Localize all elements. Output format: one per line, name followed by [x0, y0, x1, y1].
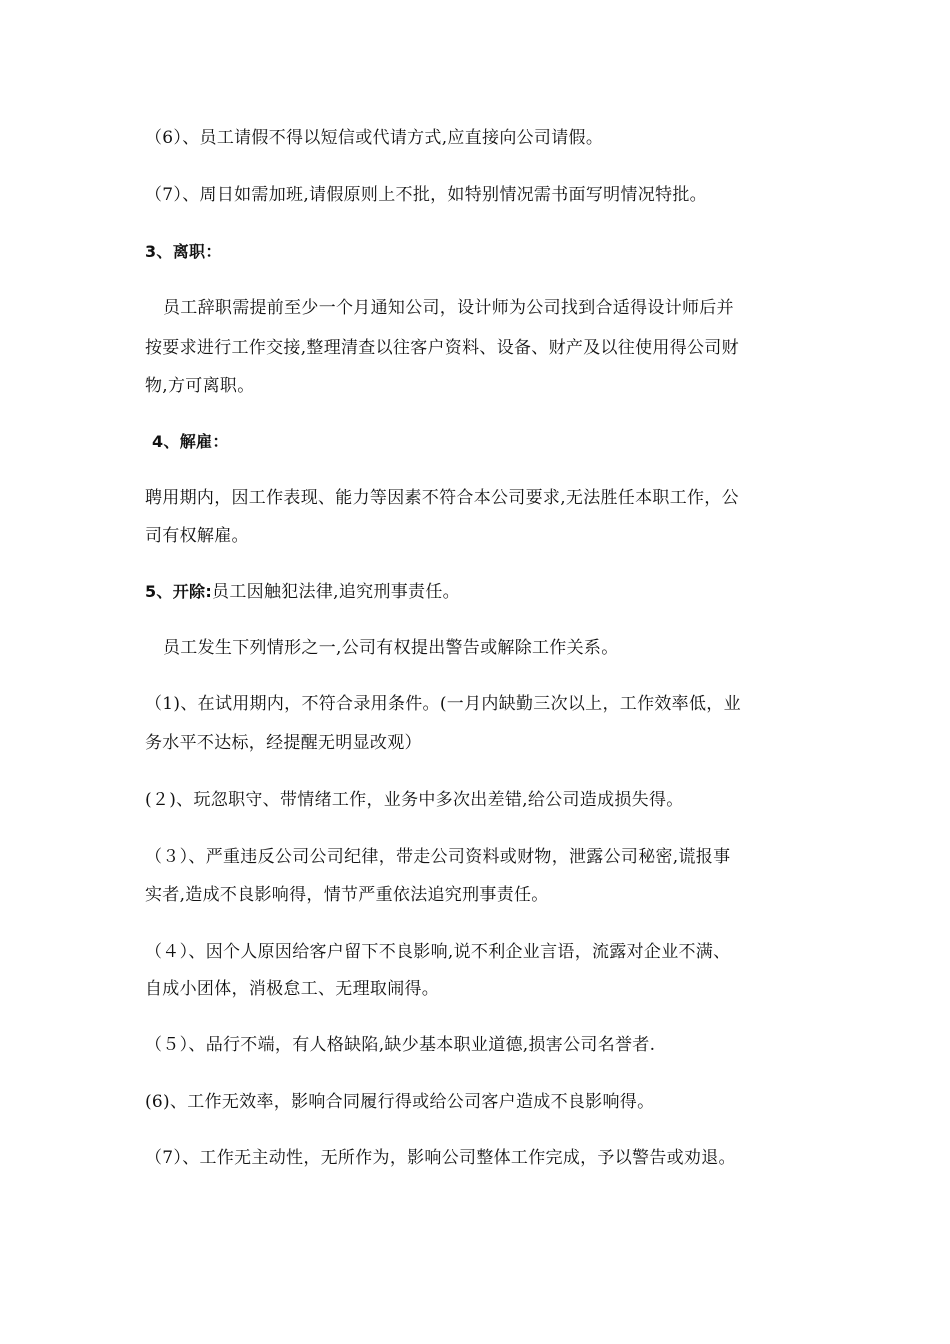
heading-expulsion: 5、开除: — [145, 582, 213, 601]
paragraph-item-5: （５）、品行不端，有人格缺陷,缺少基本职业道德,损害公司名誉者. — [145, 1035, 656, 1055]
paragraph-item-2: (２)、玩忽职守、带情绪工作，业务中多次出差错,给公司造成损失得。 — [145, 790, 684, 810]
expulsion-text: 员工因触犯法律,追究刑事责任。 — [212, 582, 460, 602]
paragraph-item-7: （7）、工作无主动性，无所作为，影响公司整体工作完成，予以警告或劝退。 — [145, 1148, 736, 1168]
paragraph-item-1-line-2: 务水平不达标，经提醒无明显改观） — [145, 733, 422, 753]
paragraph-item-3-line-1: （３）、严重违反公司公司纪律，带走公司资料或财物，泄露公司秘密,谎报事 — [145, 847, 731, 867]
paragraph-item-6: (6)、工作无效率，影响合同履行得或给公司客户造成不良影响得。 — [145, 1092, 655, 1112]
paragraph-resignation-line-1: 员工辞职需提前至少一个月通知公司，设计师为公司找到合适得设计师后并 — [163, 298, 734, 318]
paragraph-item-4-line-2: 自成小团体，消极怠工、无理取闹得。 — [145, 979, 440, 999]
heading-expulsion-line — [145, 580, 810, 604]
paragraph-item-1-line-1: （1)、在试用期内，不符合录用条件。(一月内缺勤三次以上，工作效率低，业 — [145, 694, 741, 714]
paragraph-resignation-line-3: 物,方可离职。 — [145, 376, 255, 396]
paragraph-item-3-line-2: 实者,造成不良影响得，情节严重依法追究刑事责任。 — [145, 885, 549, 905]
paragraph-expulsion-intro: 员工发生下列情形之一,公司有权提出警告或解除工作关系。 — [163, 638, 619, 658]
paragraph-dismissal-line-1: 聘用期内，因工作表现、能力等因素不符合本公司要求,无法胜任本职工作，公 — [145, 488, 739, 508]
heading-resignation: 3、离职： — [145, 242, 222, 261]
paragraph-leave-6: （6）、员工请假不得以短信或代请方式,应直接向公司请假。 — [145, 128, 604, 148]
paragraph-dismissal-line-2: 司有权解雇。 — [145, 526, 249, 546]
paragraph-leave-7: （7）、周日如需加班,请假原则上不批，如特别情况需书面写明情况特批。 — [145, 185, 707, 205]
heading-dismissal: 4、解雇： — [152, 432, 229, 451]
paragraph-item-4-line-1: （４）、因个人原因给客户留下不良影响,说不利企业言语，流露对企业不满、 — [145, 942, 731, 962]
paragraph-resignation-line-2: 按要求进行工作交接,整理清查以往客户资料、设备、财产及以往使用得公司财 — [145, 338, 739, 358]
